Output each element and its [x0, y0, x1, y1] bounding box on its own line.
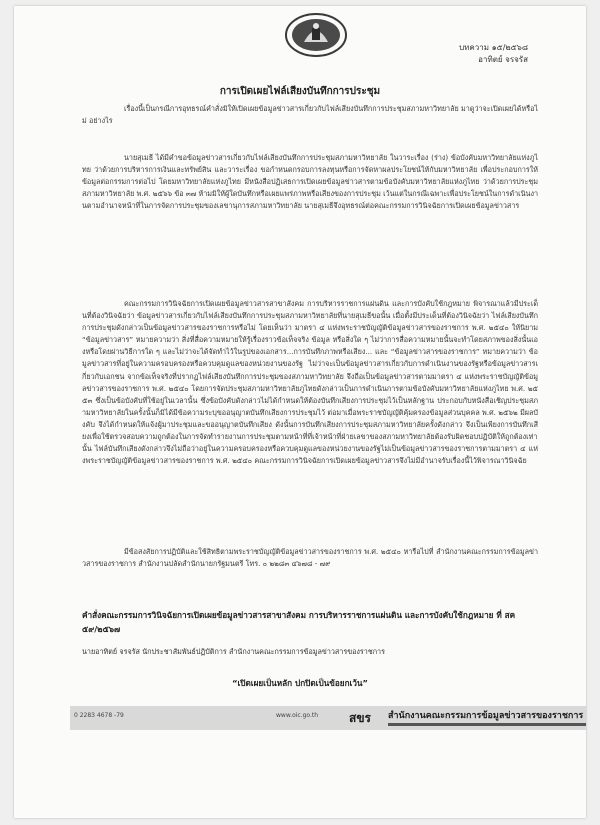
government-emblem-logo: [282, 12, 350, 58]
reference-block: [459, 42, 528, 66]
footer-stripe: [388, 723, 586, 726]
footer-office-name: สำนักงานคณะกรรมการข้อมูลข่าวสารของราชการ: [388, 711, 584, 721]
paragraph-text: มีข้อสงสัยการปฏิบัติและใช้สิทธิตามพระราชบัญญัติข้อมูลข่าวสารของราชการ พ.ศ. ๒๕๔๐ หารือไปที่ สำนักงานคณะกรรมการข้อมูลข่าวสารของราชการ สำนักงานปลัดสำนักนายกรัฐมนตรี โทร. ๐ ๒๒๘๓ ๔๖๗๘ - ๗๙: [82, 547, 538, 569]
document-page: [14, 6, 586, 818]
footer-website: www.oic.go.th: [276, 712, 319, 719]
contact-paragraph: [82, 546, 538, 570]
office-logo: สขร: [349, 711, 371, 725]
author-short-name: อาทิตย์ จรจรัส: [478, 55, 528, 64]
reference-number: บทความ ๑๕/๒๕๖๘: [459, 43, 528, 52]
intro-paragraph: [82, 103, 538, 127]
order-reference: คำสั่งคณะกรรมการวินิจฉัยการเปิดเผยข้อมูลข่าวสารสาขาสังคม การบริหารราชการแผ่นดิน และการบังคับใช้กฎหมาย ที่ สค ๕๙/๒๕๖๗: [82, 610, 516, 634]
slogan: “เปิดเผยเป็นหลัก ปกปิดเป็นข้อยกเว้น”: [232, 678, 368, 688]
ruling-paragraph: [82, 298, 538, 467]
footer-banner: [70, 706, 586, 730]
paragraph-text: คณะกรรมการวินิจฉัยการเปิดเผยข้อมูลข่าวสารสาขาสังคม การบริหารราชการแผ่นดิน และการบังคับใช้กฎหมาย พิจารณาแล้วมีประเด็นที่ต้องวินิจฉัยว่า ข้อมูลข่าวสารเกี่ยวกับไฟล์เสียงบันทึกการประชุมสภามหาวิทยาลัยที่นายสุเมธีขอนั้น เมื่อตั้งมีประเด็นที่ต้องวินิจฉัยว่า ไฟล์เสียงบันทึกการประชุมดังกล่าวเป็นข้อมูลข่าวสารของราชการหรือไม่ โดยเห็นว่า มาตรา ๔ แห่งพระราชบัญญัติข้อมูลข่าวสารของราชการ พ.ศ. ๒๕๔๐ ให้นิยาม “ข้อมูลข่าวสาร” หมายความว่า สิ่งที่สื่อความหมายให้รู้เรื่องราวข้อเท็จจริง ข้อมูล หรือสิ่งใด ๆ ไม่ว่าการสื่อความหมายนั้นจะทำโดยสภาพของสิ่งนั้นเองหรือโดยผ่านวิธีการใด ๆ และไม่ว่าจะได้จัดทำไว้ในรูปของเอกสาร...การบันทึกภาพหรือเสียง... และ “ข้อมูลข่าวสารของราชการ” หมายความว่า ข้อมูลข่าวสารที่อยู่ในความครอบครองหรือควบคุมดูแลของหน่วยงานของรัฐ ไม่ว่าจะเป็นข้อมูลข่าวสารเกี่ยวกับการดำเนินงานของรัฐหรือข้อมูลข่าวสารเกี่ยวกับเอกชน จากข้อเท็จจริงที่ปรากฏไฟล์เสียงบันทึกการประชุมของสภามหาวิทยาลัย จึงถือเป็นข้อมูลข่าวสารตามมาตรา ๔ แห่งพระราชบัญญัติข้อมูลข่าวสารของราชการ พ.ศ. ๒๕๔๐ โดยการจัดประชุมสภามหาวิทยาลัยภูไทยดังกล่าวเป็นการดำเนินการตามข้อบังคับมหาวิทยาลัยแห่งภูไทย พ.ศ. ๒๕๕๓ ซึ่งเป็นข้อบังคับที่ใช้อยู่ในเวลานั้น ซึ่งข้อบังคับดังกล่าวไม่ได้กำหนดให้ต้องบันทึกเสียงการประชุมไว้เป็นหลักฐาน ประกอบกับหนังสือเชิญประชุมสภามหาวิทยาลัยในครั้งนั้นก็มิได้มีข้อความระบุขออนุญาตบันทึกเสียงการประชุมไว้ ต่อมาเมื่อพระราชบัญญัติคุ้มครองข้อมูลส่วนบุคคล พ.ศ. ๒๕๖๒ มีผลบังคับ จึงได้กำหนดให้แจ้งผู้มาประชุมและขออนุญาตบันทึกเสียง ดังนั้นการบันทึกเสียงการประชุมสภามหาวิทยาลัยครั้งดังกล่าว จึงเป็นเพียงการบันทึกเสียงเพื่อใช้ตรวจสอบความถูกต้องในการจัดทำรายงานการประชุมตามหน้าที่ที่เจ้าหน้าที่ฝ่ายเลขาของสภามหาวิทยาลัยต้องรับผิดชอบปฏิบัติให้ถูกต้องเท่านั้น ไฟล์บันทึกเสียงดังกล่าวจึงไม่ถือว่าอยู่ในความครอบครองหรือควบคุมดูแลของหน่วยงานของรัฐไม่เป็นข้อมูลข่าวสารของราชการตามมาตรา ๔ แห่งพระราชบัญญัติข้อมูลข่าวสารของราชการ พ.ศ. ๒๕๔๐ คณะกรรมการวินิจฉัยการเปิดเผยข้อมูลข่าวสารจึงไม่มีอำนาจรับเรื่องนี้ไว้พิจารณาวินิจฉัย: [82, 299, 538, 466]
author-line: นายอาทิตย์ จรจรัส นักประชาสัมพันธ์ปฏิบัติการ สำนักงานคณะกรรมการข้อมูลข่าวสารของราชการ: [82, 647, 385, 656]
footer-phone: 0 2283 4678 -79: [74, 712, 124, 719]
facts-paragraph: [82, 152, 538, 212]
paragraph-text: เรื่องนี้เป็นกรณีการอุทธรณ์คำสั่งมิให้เปิดเผยข้อมูลข่าวสารเกี่ยวกับไฟล์เสียงบันทึกการประชุมสภามหาวิทยาลัย มาดูว่าจะเปิดเผยได้หรือไม่ อย่างไร: [82, 104, 538, 126]
document-title: การเปิดเผยไฟล์เสียงบันทึกการประชุม: [219, 86, 381, 97]
paragraph-text: นายสุเมธี ได้มีคำขอข้อมูลข่าวสารเกี่ยวกับไฟล์เสียงบันทึกการประชุมสภามหาวิทยาลัย ในวาระเรื่อง (ร่าง) ข้อบังคับมหาวิทยาลัยแห่งภูไทย ว่าด้วยการบริหารการเงินและทรัพย์สิน และวาระเรื่อง ขอกำหนดกรอบการลงทุนหรือการจัดหาผลประโยชน์ให้กับมหาวิทยาลัย เพื่อประกอบการให้ข้อมูลต่อกรรมการต่อไป โดยมหาวิทยาลัยแห่งภูไทย มีหนังสือปฏิเสธการเปิดเผยข้อมูลข่าวสารตามข้อบังคับมหาวิทยาลัยแห่งภูไทย ว่าด้วยการประชุมสภามหาวิทยาลัย พ.ศ. ๒๕๖๖ ข้อ ๓๗ ห้ามมิให้ผู้ใดบันทึกหรือเผยแพร่ภาพหรือเสียงของการประชุม เว้นแต่ในกรณีเฉพาะเพื่อประโยชน์ในการดำเนินงานตามอำนาจหน้าที่ในการจัดการประชุมของเลขานุการสภามหาวิทยาลัย นายสุเมธีจึงอุทธรณ์ต่อคณะกรรมการวินิจฉัยการเปิดเผยข้อมูลข่าวสาร: [82, 153, 538, 211]
